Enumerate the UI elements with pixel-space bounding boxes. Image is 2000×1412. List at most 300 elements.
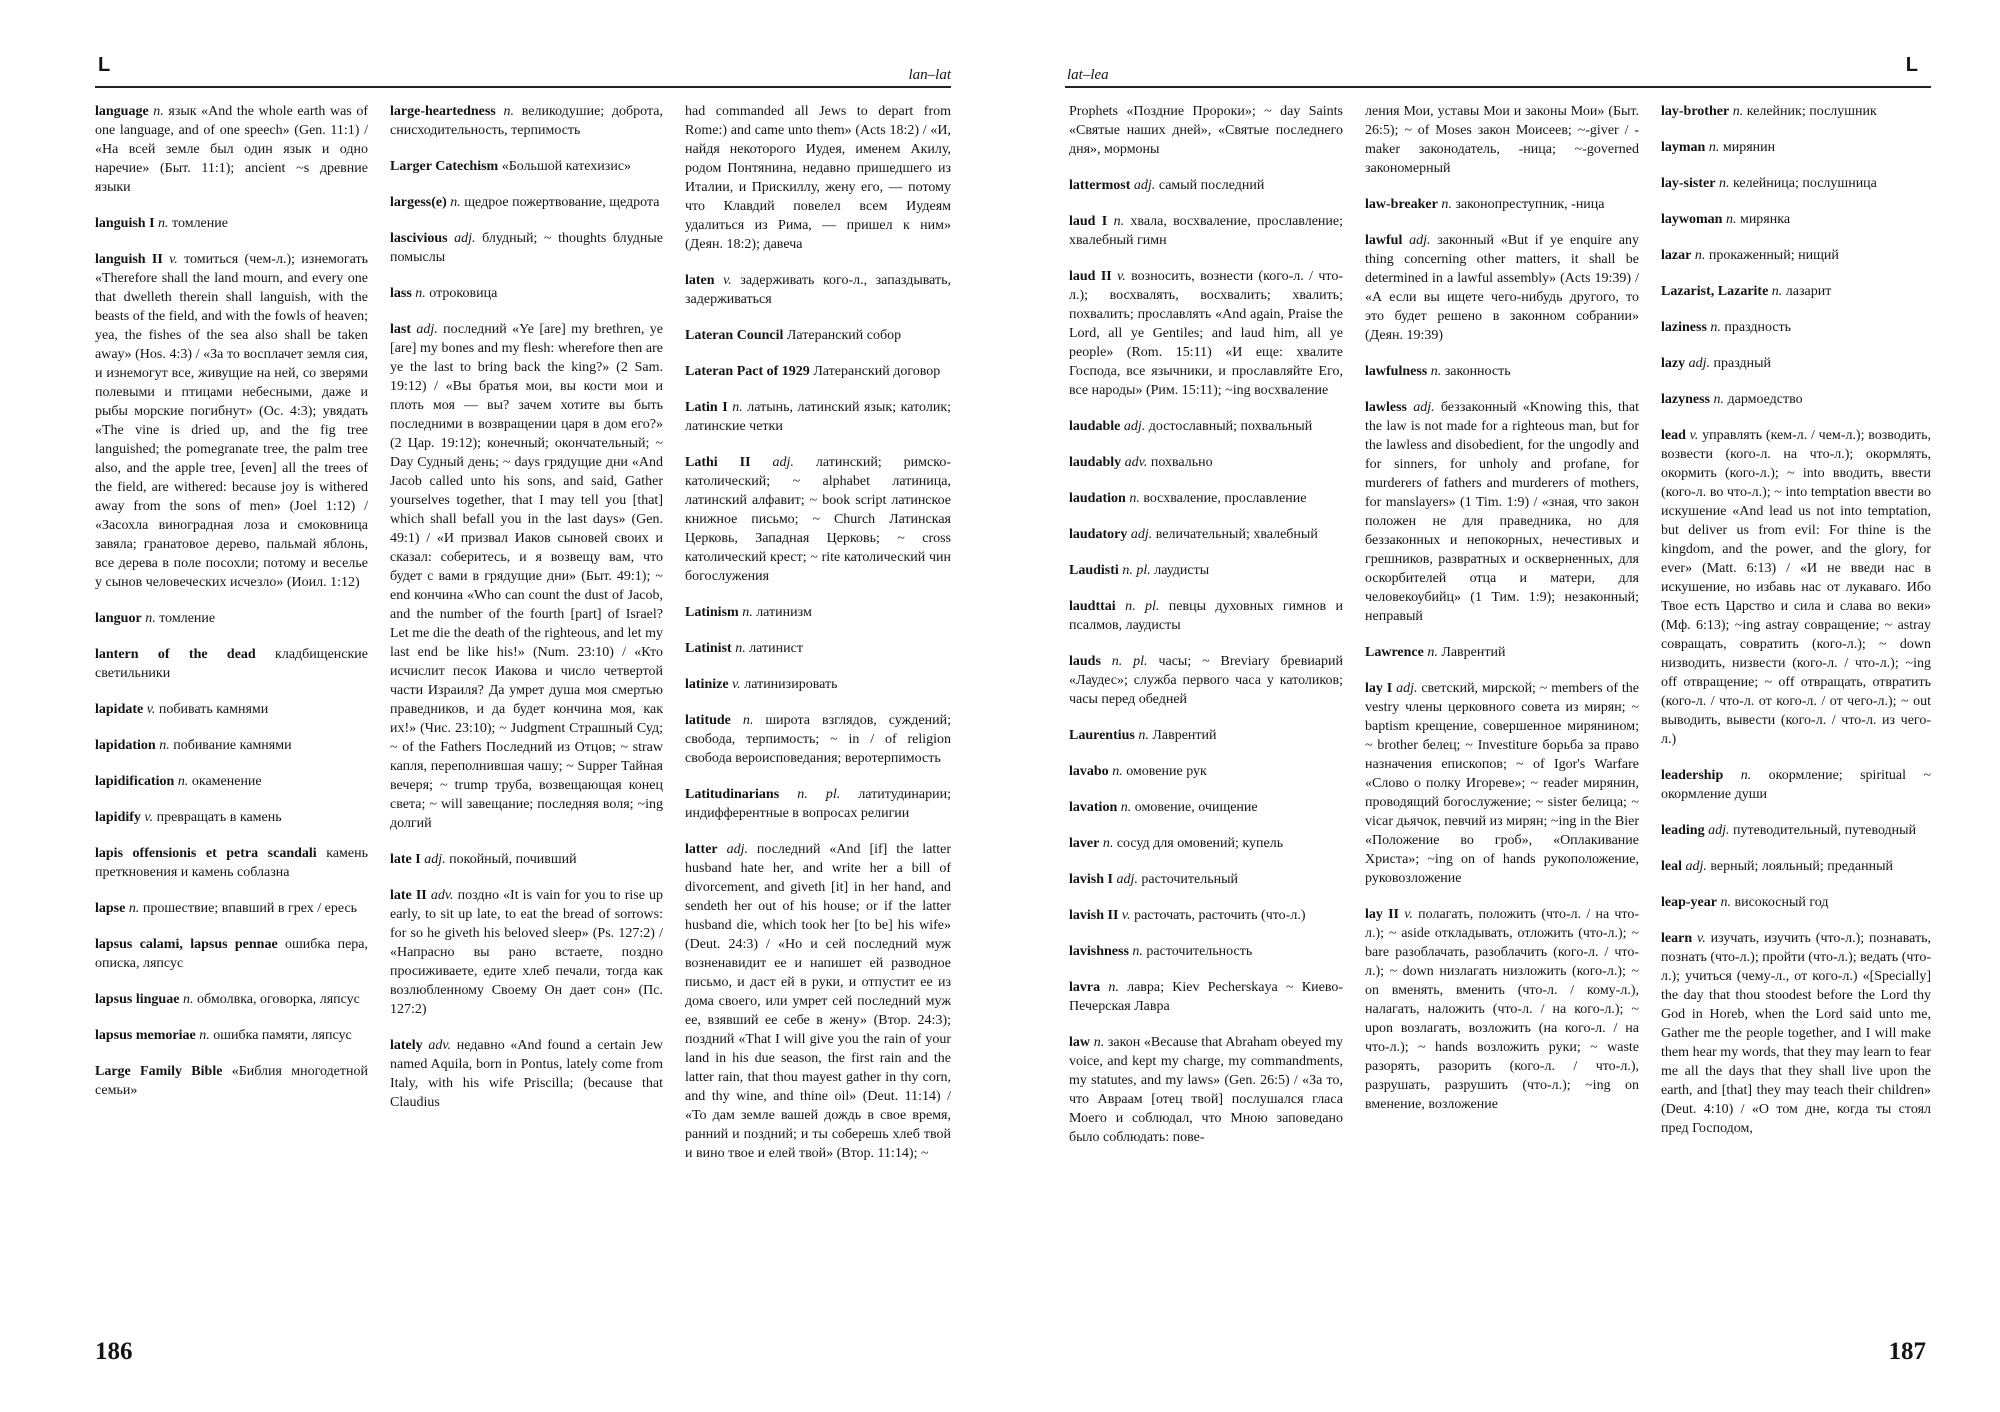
entry-headword: law-breaker [1365, 197, 1438, 212]
entry-part-of-speech: n. [128, 901, 140, 916]
right-header-rule [1065, 86, 1931, 88]
dictionary-entry [390, 157, 663, 176]
entry-part-of-speech: n. pl. [1122, 563, 1151, 578]
entry-part-of-speech: v. [1121, 908, 1131, 923]
entry-definition: расточительность [1146, 944, 1253, 959]
entry-part-of-speech: adv. [428, 1038, 452, 1053]
left-page [0, 0, 995, 1412]
entry-definition: ошибка пера, описка, ляпсус [95, 937, 368, 971]
dictionary-entry [95, 808, 368, 827]
entry-part-of-speech: n. [742, 605, 753, 620]
entry-headword: lapse [95, 901, 126, 916]
dictionary-entry [1069, 453, 1343, 472]
entry-part-of-speech: n. [1694, 248, 1706, 263]
dictionary-entry [390, 886, 663, 1019]
entry-headword: Latinism [685, 605, 739, 620]
dictionary-entry [685, 271, 951, 309]
entry-part-of-speech: n. [1718, 176, 1730, 191]
right-column-2 [1365, 102, 1639, 1332]
entry-part-of-speech: n. pl. [1111, 654, 1148, 669]
entry-part-of-speech: n. [1102, 836, 1114, 851]
dictionary-entry [685, 603, 951, 622]
entry-part-of-speech: adj. [416, 322, 438, 337]
dictionary-entry [685, 398, 951, 436]
dictionary-entry [1661, 318, 1931, 337]
entry-part-of-speech: n. [1093, 1035, 1105, 1050]
dictionary-entry [1661, 210, 1931, 229]
entry-definition: изучать, изучить (что-л.); познавать, познать (что-л.); пройти (что-л.); ведать (что-л.); учиться (чему-л., от кого-л.) «[Specially] the day that thou stoodest before the Lord thy God in Horeb, when the Lord said unto me, Gather me the people together, and I will make them hear my words, that they may learn to fear me all the days that they shall live upon the earth, and [that] they may teach their children» (Deut. 4:10) / «О том дне, когда ты стоял пред Господом, [1661, 931, 1931, 1136]
dictionary-entry [95, 935, 368, 973]
entry-definition: восхваление, прославление [1143, 491, 1307, 506]
entry-definition: верный; лояльный; преданный [1710, 859, 1893, 874]
entry-headword: Large Family Bible [95, 1064, 223, 1079]
entry-headword: laziness [1661, 320, 1707, 335]
entry-headword: learn [1661, 931, 1693, 946]
dictionary-entry [685, 453, 951, 586]
entry-part-of-speech: n. [1732, 104, 1744, 119]
entry-part-of-speech: n. [158, 216, 169, 231]
dictionary-entry [95, 214, 368, 233]
right-column-3 [1661, 102, 1931, 1332]
entry-headword: Latitudinarians [685, 787, 780, 802]
entry-headword: lapidification [95, 774, 175, 789]
entry-headword: lavish I [1069, 872, 1113, 887]
entry-headword: lawful [1365, 233, 1403, 248]
book-gutter [995, 0, 1005, 1412]
dictionary-entry [1661, 390, 1931, 409]
entry-part-of-speech: v. [1697, 931, 1706, 946]
dictionary-entry [1069, 1033, 1343, 1147]
entry-part-of-speech: adj. [772, 455, 794, 470]
entry-definition: «Библия многодетной семьи» [95, 1064, 368, 1098]
entry-definition: праздный [1713, 356, 1771, 371]
dictionary-entry [685, 362, 951, 381]
entry-definition: сосуд для омовений; купель [1116, 836, 1284, 851]
entry-headword: lapsus linguae [95, 992, 180, 1007]
dictionary-entry [95, 899, 368, 918]
entry-part-of-speech: n. [1113, 214, 1125, 229]
entry-headword: Lazarist, Lazarite [1661, 284, 1769, 299]
entry-definition: прокаженный; нищий [1708, 248, 1839, 263]
dictionary-entry [1069, 525, 1343, 544]
entry-headword: late I [390, 852, 421, 867]
dictionary-entry [95, 990, 368, 1009]
entry-part-of-speech: n. [1441, 197, 1452, 212]
entry-headword: laudably [1069, 455, 1122, 470]
entry-definition: кладбищенские светильники [95, 647, 368, 681]
dictionary-entry [1069, 942, 1343, 961]
dictionary-entry [685, 785, 951, 823]
entry-part-of-speech: adj. [1708, 823, 1730, 838]
entry-definition: поздно «It is vain for you to rise up early, to sit up late, to eat the bread of sorrows: for so he giveth his beloved sleep» (Ps. 127:2) / «Напрасно вы рано встаете, поздно просиживаете, едите хлеб печали, тогда как возлюбленному Своему Он дает сон» (Пс. 127:2) [390, 888, 663, 1017]
entry-part-of-speech: n. [1725, 212, 1737, 227]
entry-part-of-speech: n. [1771, 284, 1783, 299]
entry-headword: lay-brother [1661, 104, 1730, 119]
dictionary-entry [1365, 398, 1639, 626]
entry-definition: задерживать кого-л., запаздывать, задерживаться [685, 273, 951, 307]
entry-headword: Lawrence [1365, 645, 1424, 660]
entry-definition: певцы духовных гимнов и псалмов, лаудисты [1069, 599, 1343, 633]
entry-headword: leap-year [1661, 895, 1717, 910]
dictionary-entry [95, 844, 368, 882]
entry-part-of-speech: adv. [430, 888, 454, 903]
dictionary-entry [685, 840, 951, 1163]
entry-headword: lay II [1365, 907, 1400, 922]
entry-part-of-speech: n. pl. [1125, 599, 1160, 614]
right-section-letter: L [1905, 54, 1918, 76]
entry-headword: large-heartedness [390, 104, 496, 119]
entry-part-of-speech: adj. [726, 842, 748, 857]
dictionary-entry [390, 284, 663, 303]
dictionary-entry [1069, 597, 1343, 635]
dictionary-entry [1069, 652, 1343, 709]
entry-definition: томление [172, 216, 228, 231]
entry-part-of-speech: adj. [424, 852, 446, 867]
dictionary-entry [390, 229, 663, 267]
entry-definition: окаменение [191, 774, 262, 789]
entry-headword: language [95, 104, 149, 119]
entry-headword: Lateran Council [685, 328, 784, 343]
entry-part-of-speech: n. [182, 992, 194, 1007]
right-columns [1069, 102, 1931, 1332]
dictionary-entry [1069, 561, 1343, 580]
entry-definition: расточать, расточить (что-л.) [1134, 908, 1306, 923]
entry-definition: латинский; римско-католический; ~ alphabet латиница, латинский алфавит; ~ book script латинское книжное письмо; ~ Church Латинская Церковь, Западная Церковь; ~ cross католический крест; ~ rite католический чин богослужения [685, 455, 951, 584]
entry-part-of-speech: n. [1427, 645, 1438, 660]
entry-headword: Laudisti [1069, 563, 1119, 578]
entry-definition: латынь, латинский язык; католик; латинские четки [685, 400, 951, 434]
entry-definition: Латеранский договор [813, 364, 941, 379]
entry-headword: latitude [685, 713, 731, 728]
right-page [1005, 0, 2000, 1412]
entry-headword: leal [1661, 859, 1682, 874]
entry-definition: полагать, положить (что-л. / на что-л.); ~ aside откладывать, отложить (что-л.); ~ bare разоблачать, разоблачить (кого-л. / что-л.); ~ down низлагать низложить (кого-л.); ~ on вменять, вменить (что-л. / кому-л.), налагать, наложить (что-л. / на кого-л.); ~ upon возлагать, возложить (на кого-л. / на что-л.); ~ hands возложить руки; ~ waste разорять, разорить (кого-л. / что-л.), разрушать, разрушить (что-л.); ~ing on вменение, возложение [1365, 907, 1639, 1112]
entry-definition: латинизм [756, 605, 812, 620]
entry-headword: lapsus calami, lapsus pennae [95, 937, 278, 952]
entry-headword: lawfulness [1365, 364, 1428, 379]
entry-part-of-speech: v. [723, 273, 732, 288]
dictionary-entry [685, 675, 951, 694]
dictionary-entry [685, 639, 951, 658]
entry-definition: великодушие; доброта, снисходительность, терпимость [390, 104, 663, 138]
entry-definition: ошибка памяти, ляпсус [213, 1028, 352, 1043]
entry-definition: праздность [1724, 320, 1792, 335]
dictionary-entry [1069, 762, 1343, 781]
entry-part-of-speech: n. [503, 104, 515, 119]
entry-part-of-speech: adj. [1133, 178, 1156, 193]
entry-definition: томиться (чем-л.); изнемогать «Therefore shall the land mourn, and every one that dwelleth therein shall languish, with the beasts of the field, and with the fowls of heaven; yea, the fishes of the sea also shall be taken away» (Hos. 4:3) / «За то восплачет земля сия, и изнемогут все, живущие на ней, со зверями полевыми и птицами небесными, даже и рыбы морские погибнут» (Ос. 4:3); увядать «The vine is dried up, and the fig tree languished; the pomegranate tree, the palm tree also, and the apple tree, [even] all the trees of the field, are withered: because joy is withered away from the sons of men» (Joel 1:12) / «Засохла виноградная лоза и смоковница завяла; гранатовое дерево, пальмай яблонь, все дерева в поле посохли; потому и веселье у сынов человеческих исчезло» (Иоил. 1:12) [95, 252, 368, 590]
entry-headword: latinize [685, 677, 729, 692]
entry-definition: лаудисты [1154, 563, 1210, 578]
entry-definition: законный «But if ye enquire any thing concerning other matters, it shall be determined in a lawful assembly» (Acts 19:39) / «А если вы ищете чего-нибудь другого, то это будет решено в законном собрании» (Деян. 19:39) [1365, 233, 1639, 343]
dictionary-entry [1069, 176, 1343, 195]
entry-definition: самый последний [1158, 178, 1265, 193]
entry-part-of-speech: n. [742, 713, 754, 728]
entry-part-of-speech: n. [153, 104, 164, 119]
entry-part-of-speech: adj. [1688, 356, 1710, 371]
entry-part-of-speech: n. [1120, 800, 1132, 815]
dictionary-entry [1069, 906, 1343, 925]
dictionary-entry [1069, 978, 1343, 1016]
entry-part-of-speech: n. pl. [797, 787, 841, 802]
dictionary-entry [95, 645, 368, 683]
left-section-letter: L [98, 54, 111, 76]
entry-headword: Latinist [685, 641, 732, 656]
entry-definition: латитудинарии; индифферентные в вопросах религии [685, 787, 951, 821]
dictionary-entry [1365, 679, 1639, 888]
dictionary-entry [685, 326, 951, 345]
entry-definition: широта взглядов, суждений; свобода, терпимость; ~ in / of religion свобода вероисповедания; веротерпимость [685, 713, 951, 766]
entry-definition: последний «And [if] the latter husband hate her, and write her a bill of divorcement, and giveth [it] in her hand, and sendeth her out of his house; or if the latter husband die, which took her [to be] his wife» (Deut. 24:3) / «Но и сей последний муж возненавидит ее и напишет ей разводное письмо, и даст ей в руки, и отпустит ее из дома своего, или умрет сей последний муж ее, взявший ее себе в жену» (Втор. 24:3); поздний «That I will give you the rain of your land in his due season, the first rain and the latter rain, that thou mayest gather in thy corn, and thy wine, and thine oil» (Deut. 11:14) / «То дам земле вашей дождь в свое время, ранний и поздний; и ты соберешь хлеб твой и вино твое и елей твой» (Втор. 11:14); ~ [685, 842, 951, 1161]
entry-definition: блудный; ~ thoughts блудные помыслы [390, 231, 663, 265]
entry-part-of-speech: n. [1129, 491, 1140, 506]
entry-headword: lattermost [1069, 178, 1131, 193]
dictionary-entry [1661, 766, 1931, 804]
dictionary-entry [1365, 905, 1639, 1114]
entry-headword: laudation [1069, 491, 1126, 506]
entry-definition: законность [1444, 364, 1511, 379]
entry-definition: законопреступник, -ница [1455, 197, 1605, 212]
entry-part-of-speech: v. [1689, 428, 1699, 443]
dictionary-entry [1365, 231, 1639, 345]
entry-part-of-speech: n. [1138, 728, 1149, 743]
dictionary-entry [1661, 929, 1931, 1138]
entry-definition: хвала, восхваление, прославление; хвалебный гимн [1069, 214, 1343, 248]
entry-headword: lavra [1069, 980, 1101, 995]
left-page-number: 186 [95, 1338, 133, 1365]
dictionary-entry [1661, 821, 1931, 840]
entry-headword: Larger Catechism [390, 159, 499, 174]
entry-headword: laudable [1069, 419, 1121, 434]
entry-part-of-speech: n. [1430, 364, 1442, 379]
entry-definition: високосный год [1734, 895, 1829, 910]
dictionary-entry [390, 850, 663, 869]
dictionary-entry [1661, 426, 1931, 749]
entry-part-of-speech: n. [1708, 140, 1720, 155]
entry-headword: last [390, 322, 411, 337]
right-page-number: 187 [1888, 1338, 1926, 1365]
entry-definition: томление [159, 611, 216, 626]
entry-definition: лавра; Kiev Pecherskaya ~ Киево-Печерская Лавра [1069, 980, 1343, 1014]
entry-headword: largess(e) [390, 195, 447, 210]
entry-definition: Лаврентий [1441, 645, 1506, 660]
entry-headword: leading [1661, 823, 1705, 838]
entry-part-of-speech: n. [1710, 320, 1721, 335]
entry-part-of-speech: adj. [1685, 859, 1707, 874]
entry-definition: латинизировать [744, 677, 838, 692]
entry-headword: lavation [1069, 800, 1118, 815]
left-column-3 [685, 102, 951, 1332]
right-column-1 [1069, 102, 1343, 1332]
dictionary-entry [1069, 267, 1343, 400]
entry-part-of-speech: n. [450, 195, 461, 210]
entry-part-of-speech: v. [144, 810, 154, 825]
left-column-2 [390, 102, 663, 1332]
entry-definition: ления Мои, уставы Мои и законы Мои» (Быт. 26:5); ~ of Moses закон Моисеев; ~-giver / -maker законодатель, -ница; ~-governed закономерный [1365, 104, 1639, 176]
entry-headword: laver [1069, 836, 1100, 851]
entry-part-of-speech: adj. [454, 231, 476, 246]
dictionary-entry [685, 102, 951, 254]
entry-definition: «Большой катехизис» [501, 159, 632, 174]
dictionary-entry [95, 1062, 368, 1100]
dictionary-entry [95, 1026, 368, 1045]
entry-headword: Latin I [685, 400, 728, 415]
entry-part-of-speech: v. [1117, 269, 1126, 284]
dictionary-entry [1069, 798, 1343, 817]
entry-headword: lavish II [1069, 908, 1119, 923]
entry-definition: had commanded all Jews to depart from Rome:) and came unto them» (Acts 18:2) / «И, найдя некоторого Иудея, именем Акилу, родом Понтянина, недавно пришедшего из Италии, и Прискиллу, жену его, — потому что Клавдий повелел всем Иудеям удалиться из Рима, — пришел к ним» (Деян. 18:2); давеча [685, 104, 951, 252]
entry-headword: lapidate [95, 702, 144, 717]
entry-part-of-speech: n. [1713, 392, 1724, 407]
entry-definition: келейница; послушница [1732, 176, 1877, 191]
entry-definition: омовение рук [1126, 764, 1207, 779]
entry-definition: недавно «And found a certain Jew named Aquila, born in Pontus, lately come from Italy, with his wife Priscilla; (because that Claudius [390, 1038, 663, 1110]
entry-definition: закон «Because that Abraham obeyed my voice, and kept my charge, my commandments, my statutes, and my laws» (Gen. 26:5) / «За то, что Авраам [отец твой] послушался гласа Моего и соблюдал, что Мною заповедано было соблюдать: пове- [1069, 1035, 1343, 1145]
entry-part-of-speech: adj. [1130, 527, 1153, 542]
entry-headword: laud I [1069, 214, 1108, 229]
left-columns [95, 102, 951, 1332]
dictionary-entry [1069, 870, 1343, 889]
entry-part-of-speech: n. [1108, 980, 1119, 995]
dictionary-entry [1069, 417, 1343, 436]
entry-definition: Лаврентий [1152, 728, 1217, 743]
entry-definition: келейник; послушник [1746, 104, 1877, 119]
entry-part-of-speech: v. [146, 702, 156, 717]
entry-definition: латинист [749, 641, 803, 656]
entry-definition: управлять (кем-л. / чем-л.); возводить, возвести (кого-л. на что-л.); окормлять, окормить (кого-л.); ~ into вводить, ввести (кого-л. во что-л.); ~ into temptation ввести во искушение «And lead us not into temptation, but deliver us from evil: For thine is the kingdom, and the power, and the glory, for ever» (Matt. 6:13) / «И не введи нас в искушение, но избавь нас от лукаваго. Ибо Твое есть Царство и сила и слава во веки» (Мф. 6:13); ~ing astray совращение; ~ astray совращать, совратить (кого-л.); ~ down низводить, низвести (кого-л. / что-л.); ~ing off отвращение; ~ off отвращать, отвратить (кого-л. / что-л. от кого-л. / от чего-л.); ~ out выводить, вывести (кого-л. / что-л. из чего-л.) [1661, 428, 1931, 747]
entry-headword: late II [390, 888, 427, 903]
entry-headword: languor [95, 611, 142, 626]
entry-headword: layman [1661, 140, 1706, 155]
dictionary-entry [1661, 138, 1931, 157]
right-running-head: lat–lea [1067, 67, 1109, 83]
entry-definition: светский, мирской; ~ members of the vestry члены церковного совета из мирян; ~ baptism крещение, совершенное мирянином; ~ brother белец; ~ Investiture борьба за право назначения епископов; ~ of Igor's Warfare «Слово о полку Игореве»; ~ reader мирянин, проводящий богослужение; ~ sister белица; ~ vicar дьячок, певчий из мирян; ~ing in the Bier «Положение во гроб», «Оплакивание Христа»; ~ing on of hands рукоположение, руковозложение [1365, 681, 1639, 886]
entry-definition: мирянин [1722, 140, 1776, 155]
entry-headword: Lateran Pact of 1929 [685, 364, 810, 379]
entry-definition: камень преткновения и камень соблазна [95, 846, 368, 880]
dictionary-entry [95, 102, 368, 197]
dictionary-entry [95, 700, 368, 719]
dictionary-entry [1661, 893, 1931, 912]
entry-part-of-speech: adj. [1123, 419, 1146, 434]
entry-part-of-speech: adj. [1413, 400, 1435, 415]
dictionary-entry [95, 772, 368, 791]
entry-definition: прошествие; впавший в грех / ересь [142, 901, 358, 916]
entry-part-of-speech: adj. [1396, 681, 1418, 696]
entry-headword: leadership [1661, 768, 1724, 783]
dictionary-entry [1069, 102, 1343, 159]
entry-headword: lapidation [95, 738, 156, 753]
left-header-rule [95, 86, 951, 88]
dictionary-entry [390, 320, 663, 833]
entry-headword: lawless [1365, 400, 1407, 415]
entry-definition: побивание камнями [173, 738, 292, 753]
dictionary-entry [1661, 102, 1931, 121]
entry-headword: lay-sister [1661, 176, 1716, 191]
entry-headword: laud II [1069, 269, 1112, 284]
entry-headword: lazyness [1661, 392, 1710, 407]
entry-headword: lavishness [1069, 944, 1129, 959]
dictionary-entry [1365, 102, 1639, 178]
dictionary-entry [685, 711, 951, 768]
entry-definition: обмолвка, оговорка, ляпсус [196, 992, 360, 1007]
entry-part-of-speech: v. [169, 252, 178, 267]
entry-part-of-speech: n. [1720, 895, 1731, 910]
dictionary-entry [95, 609, 368, 628]
entry-headword: lapsus memoriae [95, 1028, 196, 1043]
entry-headword: lantern of the dead [95, 647, 256, 662]
entry-definition: расточительный [1141, 872, 1238, 887]
dictionary-entry [1661, 174, 1931, 193]
dictionary-entry [1069, 212, 1343, 250]
entry-headword: lavabo [1069, 764, 1109, 779]
entry-definition: дармоедство [1727, 392, 1803, 407]
entry-definition: покойный, почивший [449, 852, 577, 867]
entry-headword: Lathi II [685, 455, 751, 470]
entry-definition: последний «Ye [are] my brethren, ye [are] my bones and my flesh: wherefore then are ye the last to bring back the king?» (2 Sam. 19:12) / «Вы братья мои, вы кости мои и плоть моя — вы? зачем хотите вы быть последними в возвращении царя в дом его?» (2 Цар. 19:12); конечный; окончательный; ~ Day Судный день; ~ days грядущие дни «And Jacob called unto his sons, and said, Gather yourselves together, that I may tell you [that] which shall befall you in the last days» (Gen. 49:1) / «И призвал Иаков сыновей своих и сказал: соберитесь, и я возвещу вам, что будет с вами в грядущие дни» (Быт. 49:1); ~ end кончина «Who can count the dust of Jacob, and the number of the fourth [part] of Israel? Let me die the death of the righteous, and let my last end be like his!» (Num. 23:10) / «Кто исчислит песок Иакова и число четвертой части Израиля? Да умрет душа моя смертью праведников, и да будет кончина моя, как их!» (Чис. 23:10); ~ Judgment Страшный Суд; ~ of the Fathers Последний из Отцов; ~ straw капля, переполнившая чашу; ~ Supper Тайная вечеря; ~ trump труба, возвещающая конец света; ~ will завещание; последняя воля; ~ing долгий [390, 322, 663, 831]
entry-headword: lazar [1661, 248, 1692, 263]
entry-headword: laten [685, 273, 715, 288]
entry-part-of-speech: n. [732, 400, 743, 415]
entry-definition: возносить, вознести (кого-л. / что-л.); восхвалять, восхвалить; хвалить; похвалить; прославлять «And again, Praise the Lord, all ye Gentiles; and laud him, all ye people» (Rom. 15:11) «И еще: хвалите Господа, все язычники, и прославляйте Его, все народы» (Рим. 15:11); ~ing восхваление [1069, 269, 1343, 398]
left-running-head: lan–lat [908, 67, 951, 83]
entry-headword: laudatory [1069, 527, 1128, 542]
entry-definition: достославный; похвальный [1148, 419, 1313, 434]
entry-headword: laudttai [1069, 599, 1116, 614]
dictionary-entry [390, 193, 663, 212]
entry-headword: Laurentius [1069, 728, 1135, 743]
entry-headword: lascivious [390, 231, 448, 246]
dictionary-entry [1069, 726, 1343, 745]
entry-headword: lazy [1661, 356, 1686, 371]
entry-definition: путеводительный, путеводный [1732, 823, 1917, 838]
entry-headword: lapis offensionis et petra scandali [95, 846, 317, 861]
entry-part-of-speech: n. [415, 286, 426, 301]
entry-definition: часы; ~ Breviary бревиарий «Лаудес»; служба первого часа у католиков; часы перед обедней [1069, 654, 1343, 707]
entry-headword: latter [685, 842, 718, 857]
entry-headword: law [1069, 1035, 1090, 1050]
entry-headword: languish II [95, 252, 163, 267]
dictionary-entry [95, 250, 368, 592]
entry-definition: щедрое пожертвование, щедрота [464, 195, 660, 210]
entry-part-of-speech: v. [1404, 907, 1413, 922]
dictionary-entry [1069, 834, 1343, 853]
left-column-1 [95, 102, 368, 1332]
entry-definition: беззаконный «Knowing this, that the law is not made for a righteous man, but for the lawless and disobedient, for the ungodly and for sinners, for unholy and profane, for murderers of fathers and murderers of mothers, for manslayers» (1 Tim. 1:9) / «зная, что закон положен не для праведника, но для беззаконных и непокорных, нечестивых и грешников, развратных и оскверненных, для оскорбителей отца и матери, для человекоубийц» (1 Тим. 1:9); незаконный; неправый [1365, 400, 1639, 624]
dictionary-entry [1365, 362, 1639, 381]
dictionary-entry [1661, 282, 1931, 301]
entry-part-of-speech: v. [732, 677, 741, 692]
entry-part-of-speech: n. [159, 738, 170, 753]
entry-definition: Латеранский собор [786, 328, 902, 343]
dictionary-entry [390, 102, 663, 140]
entry-headword: laywoman [1661, 212, 1723, 227]
entry-part-of-speech: n. [1740, 768, 1752, 783]
entry-headword: lass [390, 286, 412, 301]
dictionary-entry [390, 1036, 663, 1112]
entry-part-of-speech: n. [1112, 764, 1123, 779]
entry-part-of-speech: n. [735, 641, 746, 656]
entry-definition: побивать камнями [158, 702, 269, 717]
entry-part-of-speech: n. [1132, 944, 1143, 959]
entry-definition: превращать в камень [156, 810, 282, 825]
dictionary-entry [95, 736, 368, 755]
entry-headword: lay I [1365, 681, 1393, 696]
entry-definition: отроковица [429, 286, 498, 301]
entry-headword: lapidify [95, 810, 141, 825]
entry-part-of-speech: n. [199, 1028, 210, 1043]
entry-headword: languish I [95, 216, 155, 231]
